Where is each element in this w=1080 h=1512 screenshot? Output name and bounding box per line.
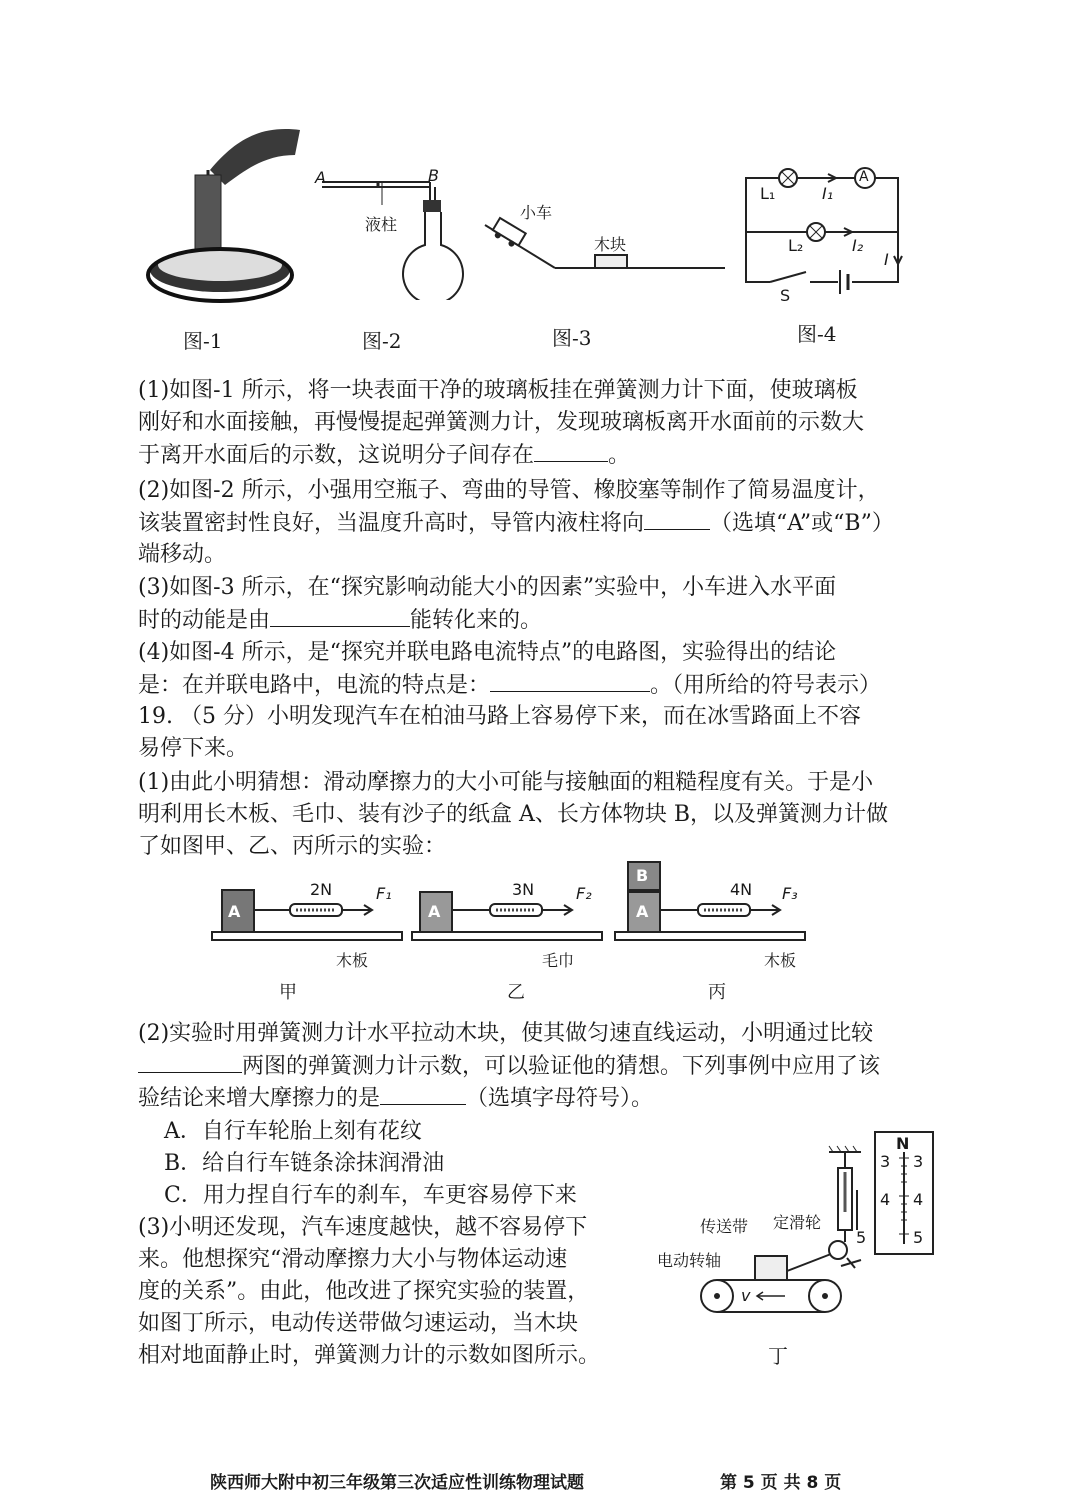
q19-head-line2: 易停下来。 [138,736,249,761]
option-a: A．自行车轮胎上刻有花纹 [164,1119,422,1144]
footer-page-number: 第 5 页 共 8 页 [720,1473,842,1493]
figure-1-glass-plate [140,115,320,315]
label-switch: S [780,286,791,305]
q19-p3-line1: (3)小明还发现，汽车速度越快，越不容易停下 [138,1215,588,1240]
q18-p3-line2: 时的动能是由 能转化来的。 [138,604,542,637]
surface-yi: 毛巾 [542,951,575,970]
option-c: C．用力捏自行车的刹车，车更容易停下来 [164,1183,577,1208]
q18-p1-line2: 刚好和水面接触，再慢慢提起弹簧测力计，发现玻璃板离开水面前的示数大 [138,410,865,435]
q19-p3-line5: 相对地面静止时，弹簧测力计的示数如图所示。 [138,1343,601,1368]
q18-p1-line1: (1)如图-1 所示，将一块表面干净的玻璃板挂在弹簧测力计下面，使玻璃板 [138,378,858,403]
caption-bing: 丙 [708,982,726,1003]
answer-blank-3[interactable] [270,604,410,627]
block-a-yi: A [428,902,441,921]
q18-p2-line3: 端移动。 [138,542,227,567]
tick-4-right: 4 [913,1190,924,1209]
ding-n-unit: N [896,1134,910,1153]
label-a: A [315,168,326,187]
footer-exam-title: 陕西师大附中初三年级第三次适应性训练物理试题 [210,1473,584,1493]
label-b: B [428,166,439,185]
q19-p1-line1: (1)由此小明猜想：滑动摩擦力的大小可能与接触面的粗糙程度有关。于是小 [138,770,874,795]
caption-jia: 甲 [279,982,297,1003]
q19-p1-line2: 明利用长木板、毛巾、装有沙子的纸盒 A、长方体物块 B，以及弹簧测力计做 [138,802,889,827]
block-a-bing: A [636,902,649,921]
q18-p3-line1: (3)如图-3 所示，在“探究影响动能大小的因素”实验中，小车进入水平面 [138,575,837,600]
force-jia: 2N [310,880,333,899]
f1-label: F₁ [376,884,392,903]
q19-p2-line1: (2)实验时用弹簧测力计水平拉动木块，使其做匀速直线运动，小明通过比较 [138,1021,874,1046]
label-i2: I₂ [852,236,864,255]
label-l1: L₁ [760,184,776,203]
option-b: B．给自行车链条涂抹润滑油 [164,1151,445,1176]
figure-3-caption: 图-3 [552,326,592,350]
tick-3-right: 3 [913,1152,924,1171]
q18-p1-line3: 于离开水面后的示数，这说明分子间存在 。 [138,439,630,472]
figure-1-caption: 图-1 [183,329,223,353]
label-l2: L₂ [788,236,804,255]
answer-blank-6[interactable] [380,1082,466,1105]
q19-p2-line3: 验结论来增大摩擦力的是 （选填字母符号）。 [138,1082,653,1115]
label-fixed-pulley: 定滑轮 [773,1213,822,1232]
block-b-bing: B [636,866,649,885]
surface-bing: 木板 [764,951,797,970]
label-block: 木块 [594,235,627,254]
q19-p2-line2: 两图的弹簧测力计示数，可以验证他的猜想。下列事例中应用了该 [138,1050,880,1083]
tick-4-left: 4 [880,1190,891,1209]
f3-label: F₃ [782,884,798,903]
tick-5-spring: 5 [856,1228,867,1247]
answer-blank-2[interactable] [644,507,710,530]
label-i: I [884,250,889,269]
q18-p2-line2: 该装置密封性良好，当温度升高时，导管内液柱将向 （选填“A”或“B”） [138,507,894,540]
label-i1: I₁ [822,184,834,203]
figure-4-caption: 图-4 [797,322,837,346]
answer-blank-1[interactable] [534,439,608,462]
q19-p1-line3: 了如图甲、乙、丙所示的实验： [138,834,447,859]
figure-4-parallel-circuit [740,160,910,300]
label-cart: 小车 [520,203,553,222]
tick-5-right: 5 [913,1228,924,1247]
q18-p4-line1: (4)如图-4 所示，是“探究并联电路电流特点”的电路图，实验得出的结论 [138,640,837,665]
surface-jia: 木板 [336,951,369,970]
force-yi: 3N [512,880,535,899]
block-a-jia: A [228,902,241,921]
answer-blank-5[interactable] [138,1050,242,1073]
label-liquid-column: 液柱 [365,215,398,234]
q18-p2-line1: (2)如图-2 所示，小强用空瓶子、弯曲的导管、橡胶塞等制作了简易温度计， [138,478,880,503]
label-velocity: v [741,1286,751,1305]
caption-yi: 乙 [507,982,525,1003]
q19-p3-line3: 度的关系”。由此，他改进了探究实验的装置， [138,1279,590,1304]
q19-p3-line4: 如图丁所示，电动传送带做匀速运动，当木块 [138,1311,579,1336]
tick-3-left: 3 [880,1152,891,1171]
ammeter-symbol: A [859,169,869,185]
answer-blank-4[interactable] [490,669,650,692]
label-conveyor-belt: 传送带 [700,1217,749,1236]
force-bing: 4N [730,880,753,899]
q18-p4-line2: 是：在并联电路中，电流的特点是： 。（用所给的符号表示） [138,669,881,702]
f2-label: F₂ [576,884,592,903]
figure-2-caption: 图-2 [362,329,402,353]
q19-p3-line2: 来。他想探究“滑动摩擦力大小与物体运动速 [138,1247,568,1272]
caption-ding: 丁 [768,1344,788,1368]
q19-head-line1: 19. （5 分）小明发现汽车在柏油马路上容易停下来，而在冰雪路面上不容 [138,704,861,729]
label-motor-shaft: 电动转轴 [657,1251,722,1270]
friction-setups [210,860,830,955]
